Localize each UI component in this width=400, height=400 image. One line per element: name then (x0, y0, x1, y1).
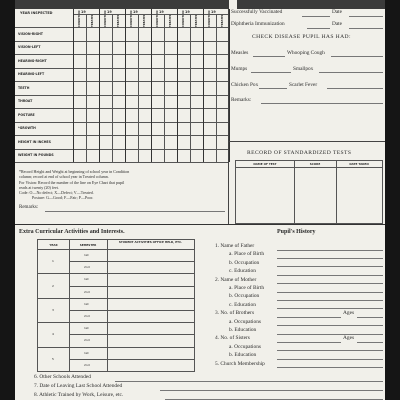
tests-top-rule (229, 141, 385, 142)
history-item: b. Education (229, 352, 257, 359)
scarlet-fever-line[interactable] (327, 88, 383, 89)
history-item: c. Education (229, 268, 256, 275)
ages-line[interactable] (357, 317, 383, 318)
activity-semester: 2nd (84, 362, 90, 367)
history-line[interactable] (277, 292, 383, 293)
year-col-3: 19 (133, 10, 138, 14)
tests-col-name: NAME OF TEST (253, 162, 277, 166)
condition-col-header: CONDITION (208, 10, 211, 27)
upper-divider (228, 9, 229, 224)
history-item: b. Occupation (229, 259, 260, 266)
ages-label: Ages (343, 335, 355, 342)
exam-remarks-line[interactable] (45, 211, 225, 212)
table-note-2: column; record at end of school year in Treated column. (19, 174, 109, 179)
history-line[interactable] (277, 266, 383, 267)
history-line[interactable] (277, 250, 383, 251)
condition-col-header: CONDITION (104, 10, 107, 27)
diphtheria-date-label: Date (332, 21, 342, 27)
whooping-line[interactable] (331, 56, 383, 57)
table-note-1: *Record Height and Weight at beginning of school year in Condition (19, 169, 130, 174)
year-inspected-label: YEAR INSPECTED (20, 11, 53, 15)
extra-heading: Extra Curricular Activities and Interests. (19, 229, 125, 235)
measles-label: Measles (231, 50, 249, 56)
smallpox-line[interactable] (319, 72, 383, 73)
activities-col-activities: STUDENT ACTIVITIES OFFICE HELD, ETC. (118, 240, 183, 244)
history-item: 5. Church Membership (215, 360, 265, 367)
ages-line[interactable] (357, 342, 383, 343)
disease-remarks-line[interactable] (261, 103, 383, 104)
treated-col-header: TREATED (91, 13, 94, 27)
vaccination-line[interactable] (302, 16, 330, 17)
chicken-pox-label: Chicken Pox (231, 82, 259, 88)
year-col-6: 19 (211, 10, 216, 14)
history-item: a. Place of Birth (229, 251, 265, 258)
tests-table (235, 160, 383, 224)
whooping-label: Whooping Cough (287, 50, 325, 56)
year-col-5: 19 (185, 10, 190, 14)
condition-col-header: CONDITION (130, 10, 133, 27)
measles-line[interactable] (253, 56, 285, 57)
year-col-4: 19 (159, 10, 164, 14)
history-line[interactable] (277, 275, 383, 276)
activity-semester: 1st (84, 253, 89, 257)
exam-row-label: POSTURE (18, 112, 35, 117)
disease-remarks-label: Remarks: (231, 97, 252, 103)
activity-year: 4 (52, 332, 54, 337)
activity-semester: 1st (84, 277, 89, 282)
table-note-4: reads at twenty (20) feet. (19, 185, 59, 190)
activity-year: 5 (52, 356, 54, 361)
treated-col-header: TREATED (221, 13, 224, 27)
history-item: 1. Name of Father (215, 243, 255, 249)
ages-label: Ages (343, 310, 355, 317)
history-line[interactable] (277, 283, 383, 284)
exam-remarks-label: Remarks: (19, 205, 39, 210)
header-bar-right (237, 0, 385, 9)
table-note-3: For Vision: Record the number of the line on Eye Chart that pupil (19, 180, 125, 185)
activity-semester: 2nd (84, 338, 90, 343)
history-item: 4. No. of Sisters (215, 335, 250, 342)
chicken-pox-line[interactable] (259, 88, 287, 89)
activity-year: 1 (52, 259, 54, 264)
activity-semester: 2nd (84, 265, 90, 270)
vaccination-date-line[interactable] (349, 16, 383, 17)
activity-semester: 1st (84, 301, 89, 306)
history-item: b. Education (229, 327, 257, 333)
history-item: a. Place of Birth (229, 285, 265, 291)
activities-table (37, 239, 195, 372)
exam-row-label: VISION-LEFT (18, 45, 41, 49)
history-line[interactable] (277, 350, 383, 351)
history-item: a. Occupations (229, 318, 262, 325)
exam-row-label: WEIGHT IN POUNDS (18, 153, 54, 157)
smallpox-label: Smallpox (293, 66, 314, 72)
activity-semester: 1st (84, 350, 89, 355)
record-card (15, 0, 385, 400)
mumps-line[interactable] (251, 72, 291, 73)
activity-semester: 2nd (84, 289, 90, 294)
condition-col-header: CONDITION (182, 10, 185, 27)
history-line[interactable] (277, 258, 383, 259)
activity-year: 3 (52, 308, 54, 312)
header-bar-left (15, 0, 229, 9)
history-line[interactable] (277, 308, 383, 309)
activities-col-year: YEAR (49, 243, 58, 247)
history-line[interactable] (277, 359, 383, 360)
history-item: b. Occupation (229, 293, 260, 300)
exam-row-label: VISION-RIGHT (18, 31, 43, 36)
history-line[interactable] (277, 334, 383, 335)
treated-col-header: TREATED (195, 13, 198, 27)
bottom-item-7: 7. Date of Leaving Last School Attended (34, 383, 123, 389)
exam-row-label: *GROWTH (18, 126, 36, 130)
treated-col-header: TREATED (169, 13, 172, 27)
history-line[interactable] (277, 342, 341, 343)
bottom-item-8: 8. Athletic Trained by Work, Leisure, etc. (34, 392, 124, 398)
exam-row-label: HEIGHT IN INCHES (18, 139, 51, 144)
history-heading: Pupil's History (277, 229, 316, 235)
section-rule (15, 224, 385, 225)
tests-heading: RECORD OF STANDARDIZED TESTS (247, 150, 352, 156)
tests-col-date: DATE TAKEN (349, 162, 369, 166)
bottom-item-6: 6. Other Schools Attended (34, 374, 91, 380)
scarlet-fever-label: Scarlet Fever (289, 82, 318, 88)
history-line[interactable] (277, 317, 341, 318)
condition-col-header: CONDITION (78, 10, 81, 27)
history-item: 3. No. of Brothers (215, 310, 255, 317)
table-note-5: Code: O—No defect; X—Defect; V—Treated. (19, 190, 94, 195)
exam-row-label: HEARING-LEFT (18, 72, 45, 76)
history-item: c. Education (229, 301, 256, 308)
health-exam-table (15, 9, 229, 169)
activities-col-semester: SEMESTER (79, 243, 97, 247)
history-line[interactable] (277, 325, 383, 326)
diphtheria-line[interactable] (307, 28, 330, 29)
exam-row-label: HEARING-RIGHT (18, 58, 47, 63)
treated-col-header: TREATED (117, 13, 120, 27)
activity-semester: 2nd (84, 314, 90, 318)
condition-col-header: CONDITION (156, 10, 159, 27)
history-line[interactable] (277, 300, 383, 301)
bottom-line-7[interactable] (160, 390, 383, 391)
mumps-label: Mumps (231, 66, 248, 72)
activity-semester: 1st (84, 326, 89, 331)
exam-row-label: THROAT (18, 99, 33, 103)
year-col-1: 19 (81, 10, 86, 14)
activity-year: 2 (52, 283, 54, 288)
vaccination-date-label: Date (332, 9, 342, 15)
history-item: 2. Name of Mother (215, 276, 257, 283)
disease-heading: CHECK DISEASE PUPIL HAS HAD: (252, 34, 351, 40)
bottom-line-6[interactable] (115, 381, 383, 382)
history-item: a. Occupations (229, 343, 262, 350)
vaccination-label: Successfully Vaccinated (231, 9, 283, 15)
table-note-6: Posture: G—Good; F—Fair; P—Poor. (32, 195, 94, 200)
year-col-2: 19 (107, 10, 112, 14)
tests-col-score: SCORE (309, 162, 321, 166)
treated-col-header: TREATED (143, 13, 146, 27)
diphtheria-label: Diphtheria Immunization (231, 21, 285, 27)
diphtheria-date-line[interactable] (349, 28, 383, 29)
exam-row-label: TEETH (18, 85, 30, 90)
history-line[interactable] (277, 367, 383, 368)
